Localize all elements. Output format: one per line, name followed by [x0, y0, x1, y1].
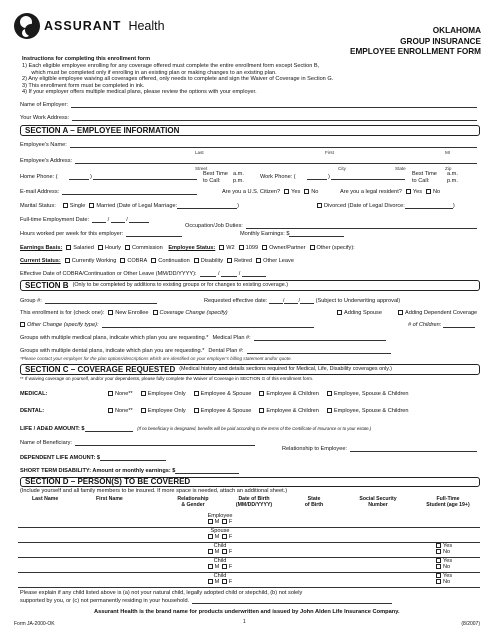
- student-child-1[interactable]: Yes No: [436, 543, 452, 556]
- dental-none-checkbox[interactable]: [108, 408, 113, 413]
- std-row[interactable]: SHORT TERM DISABILITY: Amount or monthly earnings: $: [20, 468, 477, 474]
- dependent-life-row[interactable]: DEPENDENT LIFE AMOUNT: $: [20, 455, 477, 461]
- section-b-header: SECTION B (Only to be completed by additions to existing groups or for changes to existing coverage.): [20, 280, 480, 291]
- hourly-checkbox[interactable]: [98, 245, 103, 250]
- adding-spouse-checkbox[interactable]: [337, 310, 342, 315]
- resident-yes-checkbox[interactable]: [406, 189, 411, 194]
- section-d-note: (Include yourself and all family members to be insured. If more space is needed, attach an additional sheet.): [20, 488, 288, 494]
- brand-note: Assurant Health is the brand name for products underwritten and issued by John Alden Life Insurance Company.: [94, 609, 400, 615]
- person-relationship-employee: Employee M F: [207, 513, 233, 526]
- single-checkbox[interactable]: [63, 203, 68, 208]
- dental-options-row[interactable]: DENTAL: None** Employee Only Employee & Spouse Employee & Children Employee, Spouse & Children: [20, 408, 409, 414]
- coverage-change-checkbox[interactable]: [153, 310, 158, 315]
- resident-no-checkbox[interactable]: [426, 189, 431, 194]
- medical-plan-row[interactable]: Groups with multiple medical plans, indicate which plan you are requesting.* Medical Plan #:: [20, 335, 477, 341]
- phone-row[interactable]: Home Phone: ( ) Best Time to Call: a.m. p.m. Work Phone: ( ) Best Time to Call: a.m. p.m.: [20, 171, 458, 184]
- beneficiary-row[interactable]: Name of Beneficiary: Relationship to Employee:: [20, 440, 477, 446]
- w2-checkbox[interactable]: [219, 245, 224, 250]
- dental-employee-only-checkbox[interactable]: [141, 408, 146, 413]
- married-checkbox[interactable]: [89, 203, 94, 208]
- medical-family-checkbox[interactable]: [327, 391, 332, 396]
- student-child-2[interactable]: Yes No: [436, 558, 452, 571]
- brand-sub: Health: [128, 18, 165, 33]
- citizen-no-checkbox[interactable]: [304, 189, 309, 194]
- assurant-logo-icon: [14, 13, 40, 39]
- other-leave-checkbox[interactable]: [256, 258, 261, 263]
- disability-checkbox[interactable]: [194, 258, 199, 263]
- employee-name-row[interactable]: Employee's Name:: [20, 142, 477, 148]
- new-enrollee-checkbox[interactable]: [108, 310, 113, 315]
- work-address-row[interactable]: Your Work Address:: [20, 115, 477, 121]
- medical-employee-spouse-checkbox[interactable]: [194, 391, 199, 396]
- life-amount-row[interactable]: LIFE / AD&D AMOUNT: $ (If no beneficiary is designated, benefits will be paid according to the terms of the Certificate of Insurance or to your estate.): [20, 426, 372, 432]
- marital-row[interactable]: Marital Status: Single Married (Date of Legal Marriage: ) Divorced (Date of Legal Divorce: ): [20, 203, 455, 209]
- plan-footnote: *Please contact your employer for the plan options/descriptions which are identified on your employer's billing statement and/or quote.: [20, 356, 292, 361]
- other-status-checkbox[interactable]: [310, 245, 315, 250]
- person-relationship-child-1: Child M F: [200, 543, 240, 556]
- other-change-checkbox[interactable]: [20, 322, 25, 327]
- medical-employee-only-checkbox[interactable]: [141, 391, 146, 396]
- cobra-checkbox[interactable]: [120, 258, 125, 263]
- hours-row[interactable]: Hours worked per week for this employer: Monthly Earnings: $: [20, 231, 477, 237]
- person-relationship-child-3: Child M F: [200, 573, 240, 586]
- form-title: OKLAHOMA GROUP INSURANCE EMPLOYEE ENROLLMENT FORM: [350, 26, 481, 57]
- page-number: 1: [243, 619, 246, 625]
- adding-dependent-checkbox[interactable]: [398, 310, 403, 315]
- employer-name-row[interactable]: Name of Employer:: [20, 102, 477, 108]
- person-relationship-child-2: Child M F: [200, 558, 240, 571]
- waiver-note: ** If waiving coverage on yourself, and/or your dependents, please fully complete the Waiver of Coverage in SECTION G of this enrollment form.: [20, 376, 314, 381]
- divorced-checkbox[interactable]: [317, 203, 322, 208]
- dental-family-checkbox[interactable]: [327, 408, 332, 413]
- explain-line-1: Please explain if any child listed above is (a) not your natural child, legally adopted child or stepchild, (b) not solely: [20, 590, 303, 596]
- dental-employee-spouse-checkbox[interactable]: [194, 408, 199, 413]
- medical-employee-children-checkbox[interactable]: [259, 391, 264, 396]
- dental-employee-children-checkbox[interactable]: [259, 408, 264, 413]
- effective-date-row[interactable]: Effective Date of COBRA/Continuation or Other Leave (MM/DD/YYYY): / /: [20, 271, 477, 277]
- student-child-3[interactable]: Yes No: [436, 573, 452, 586]
- dental-plan-row[interactable]: Groups with multiple dental plans, indicate which plan you are requesting.* Dental Plan #:: [20, 348, 477, 354]
- explain-line-2[interactable]: supported by you, or (c) not permanently residing in your household.: [20, 598, 477, 604]
- email-row[interactable]: E-mail Address: Are you a U.S. Citizen? Yes No Are you a legal resident? Yes No: [20, 189, 441, 195]
- continuation-checkbox[interactable]: [151, 258, 156, 263]
- salaried-checkbox[interactable]: [66, 245, 71, 250]
- owner-checkbox[interactable]: [262, 245, 267, 250]
- brand-name: ASSURANT: [44, 18, 122, 33]
- citizen-yes-checkbox[interactable]: [284, 189, 289, 194]
- employment-date-row[interactable]: Full-time Employment Date: / / Occupation/Job Duties:: [20, 217, 477, 223]
- brand-logo: [14, 13, 165, 39]
- section-a-header: SECTION A – EMPLOYEE INFORMATION: [20, 125, 480, 136]
- earnings-basis-row[interactable]: Earnings Basis: Salaried Hourly Commission Employee Status: W2 1099 Owner/Partner Other (specify):: [20, 245, 355, 251]
- currently-working-checkbox[interactable]: [65, 258, 70, 263]
- medical-options-row[interactable]: MEDICAL: None** Employee Only Employee & Spouse Employee & Children Employee, Spouse & Children: [20, 391, 409, 397]
- medical-none-checkbox[interactable]: [108, 391, 113, 396]
- section-d-header: SECTION D – PERSON(S) TO BE COVERED: [20, 477, 480, 487]
- retired-checkbox[interactable]: [227, 258, 232, 263]
- person-relationship-spouse: Spouse M F: [200, 528, 240, 541]
- group-row[interactable]: Group #: Requested effective date: / / (Subject to Underwriting approval): [20, 298, 401, 304]
- commission-checkbox[interactable]: [125, 245, 130, 250]
- instructions: Instructions for completing this enrollment form 1) Each eligible employee enrolling for any coverage offered must complete the entire enrollment form except Section B, which must be completed only if enrolling in an existing plan or making changes to an existing plan. 2) Any eligible employee waiving all coverages offered, only needs to complete and sign the Waiver of Coverage in Section G. 3) This enrollment form must be completed in ink. 4) If your employer offers multiple medical plans, please review the options with your employer.: [22, 56, 334, 96]
- persons-table[interactable]: Last Name First Name Relationship & Gender Date of Birth (MM/DD/YYYY) State of Birth Social Security Number Full-Time Student (age 19+): [32, 496, 470, 508]
- enrollment-type-row[interactable]: This enrollment is for (check one): New Enrollee Coverage Change (specify) Adding Spouse Adding Dependent Coverage: [20, 310, 478, 316]
- current-status-row[interactable]: Current Status: Currently Working COBRA Continuation Disability Retired Other Leave: [20, 258, 294, 264]
- 1099-checkbox[interactable]: [239, 245, 244, 250]
- section-c-header: SECTION C – COVERAGE REQUESTED (Medical history and details sections required for Medical, Life, Disability coverages only.): [20, 364, 480, 375]
- form-number: Form JA-2000-OK: [14, 621, 55, 627]
- form-date: (8/2007): [461, 621, 480, 627]
- employee-address-row[interactable]: Employee's Address:: [20, 158, 477, 164]
- other-change-row[interactable]: Other Change (specify type): # of Children:: [20, 322, 477, 328]
